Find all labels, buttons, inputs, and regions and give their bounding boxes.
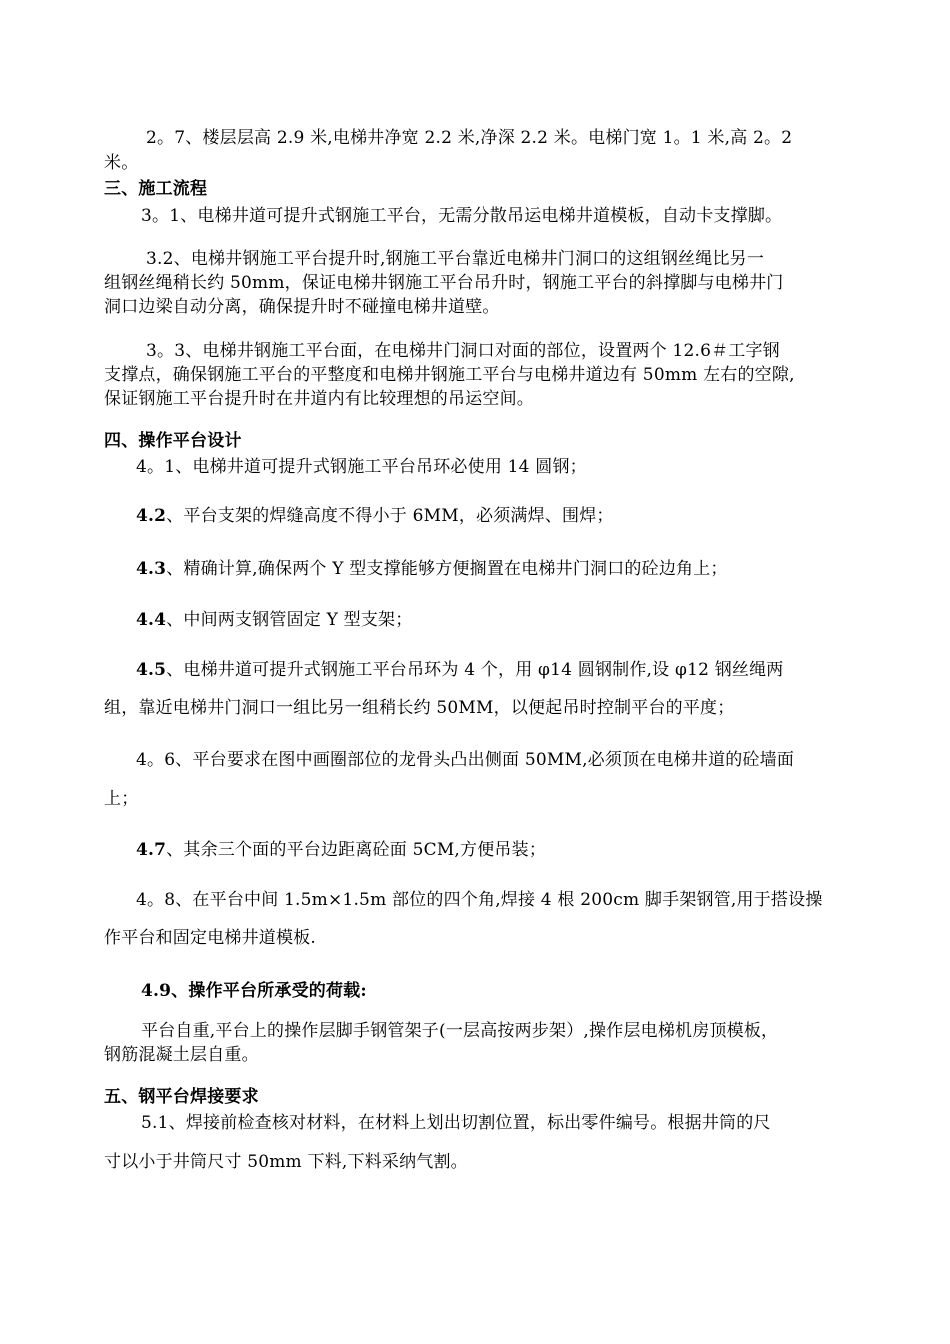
paragraph-5-1-line2: 寸以小于井筒尺寸 50mm 下料,下料采纳气割。 — [104, 1152, 468, 1172]
item-text: 、精确计算,确保两个 Y 型支撑能够方便搁置在电梯井门洞口的砼边角上； — [166, 559, 728, 579]
paragraph-2-7-line2: 米。 — [104, 153, 139, 173]
paragraph-4-8-line1: 4。8、在平台中间 1.5m×1.5m 部位的四个角,焊接 4 根 200cm 脚手架钢管,用于搭设操 — [136, 890, 823, 910]
section-5-heading: 五、钢平台焊接要求 — [104, 1087, 259, 1107]
item-text: 、中间两支钢管固定 Y 型支架； — [166, 610, 413, 630]
paragraph-4-5-line2: 组，靠近电梯井门洞口一组比另一组稍长约 50MM，以便起吊时控制平台的平度； — [104, 698, 735, 718]
paragraph-4-7 — [136, 838, 896, 862]
item-number: 4.2 — [136, 506, 167, 526]
paragraph-3-3-line1: 3。3、电梯井钢施工平台面，在电梯井门洞口对面的部位，设置两个 12.6＃工字钢 — [146, 341, 780, 361]
item-number: 4.3 — [136, 559, 167, 579]
item-text: 、其余三个面的平台边距离砼面 5CM,方便吊装； — [166, 840, 547, 860]
paragraph-3-2-line1: 3.2、电梯井钢施工平台提升时,钢施工平台靠近电梯井门洞口的这组钢丝绳比另一 — [146, 249, 765, 269]
paragraph-4-3 — [136, 557, 896, 581]
paragraph-4-9-heading: 4.9、操作平台所承受的荷载: — [141, 981, 367, 1001]
item-text: 、平台支架的焊缝高度不得小于 6MM，必须满焊、围焊； — [166, 506, 614, 526]
paragraph-3-2-line2: 组钢丝绳稍长约 50mm，保证电梯井钢施工平台吊升时，钢施工平台的斜撑脚与电梯井门 — [104, 273, 784, 293]
item-number: 4.4 — [136, 610, 167, 630]
paragraph-3-3-line2: 支撑点，确保钢施工平台的平整度和电梯井钢施工平台与电梯井道边有 50mm 左右的空隙, — [104, 365, 795, 385]
paragraph-4-5-line1 — [136, 658, 896, 682]
item-number: 4.7 — [136, 840, 167, 860]
paragraph-4-8-line2: 作平台和固定电梯井道模板. — [104, 928, 317, 948]
section-4-heading: 四、操作平台设计 — [104, 431, 242, 451]
load-paragraph-line1: 平台自重,平台上的操作层脚手钢管架子(一层高按两步架）,操作层电梯机房顶模板， — [141, 1021, 779, 1041]
paragraph-3-1: 3。1、电梯井道可提升式钢施工平台，无需分散吊运电梯井道模板，自动卡支撑脚。 — [141, 206, 783, 226]
paragraph-2-7-line1: 2。7、楼层层高 2.9 米,电梯井净宽 2.2 米,净深 2.2 米。电梯门宽 1。1 米,高 2。2 — [146, 128, 793, 148]
paragraph-4-2 — [136, 504, 896, 528]
paragraph-5-1-line1: 5.1、焊接前检查核对材料，在材料上划出切割位置，标出零件编号。根据井筒的尺 — [141, 1113, 771, 1133]
paragraph-3-2-line3: 洞口边梁自动分离，确保提升时不碰撞电梯井道壁。 — [104, 297, 500, 317]
load-paragraph-line2: 钢筋混凝土层自重。 — [104, 1045, 259, 1065]
paragraph-4-6-line2: 上； — [104, 789, 139, 809]
paragraph-4-4 — [136, 608, 896, 632]
item-number: 4.5 — [136, 660, 167, 680]
paragraph-3-3-line3: 保证钢施工平台提升时在井道内有比较理想的吊运空间。 — [104, 389, 534, 409]
paragraph-4-6-line1: 4。6、平台要求在图中画圈部位的龙骨头凸出侧面 50MM,必须顶在电梯井道的砼墙面 — [136, 750, 795, 770]
item-text: 、电梯井道可提升式钢施工平台吊环为 4 个，用 φ14 圆钢制作,设 φ12 钢丝绳两 — [166, 660, 784, 680]
paragraph-4-1: 4。1、电梯井道可提升式钢施工平台吊环必使用 14 圆钢； — [136, 457, 587, 477]
section-3-heading: 三、施工流程 — [104, 179, 208, 199]
